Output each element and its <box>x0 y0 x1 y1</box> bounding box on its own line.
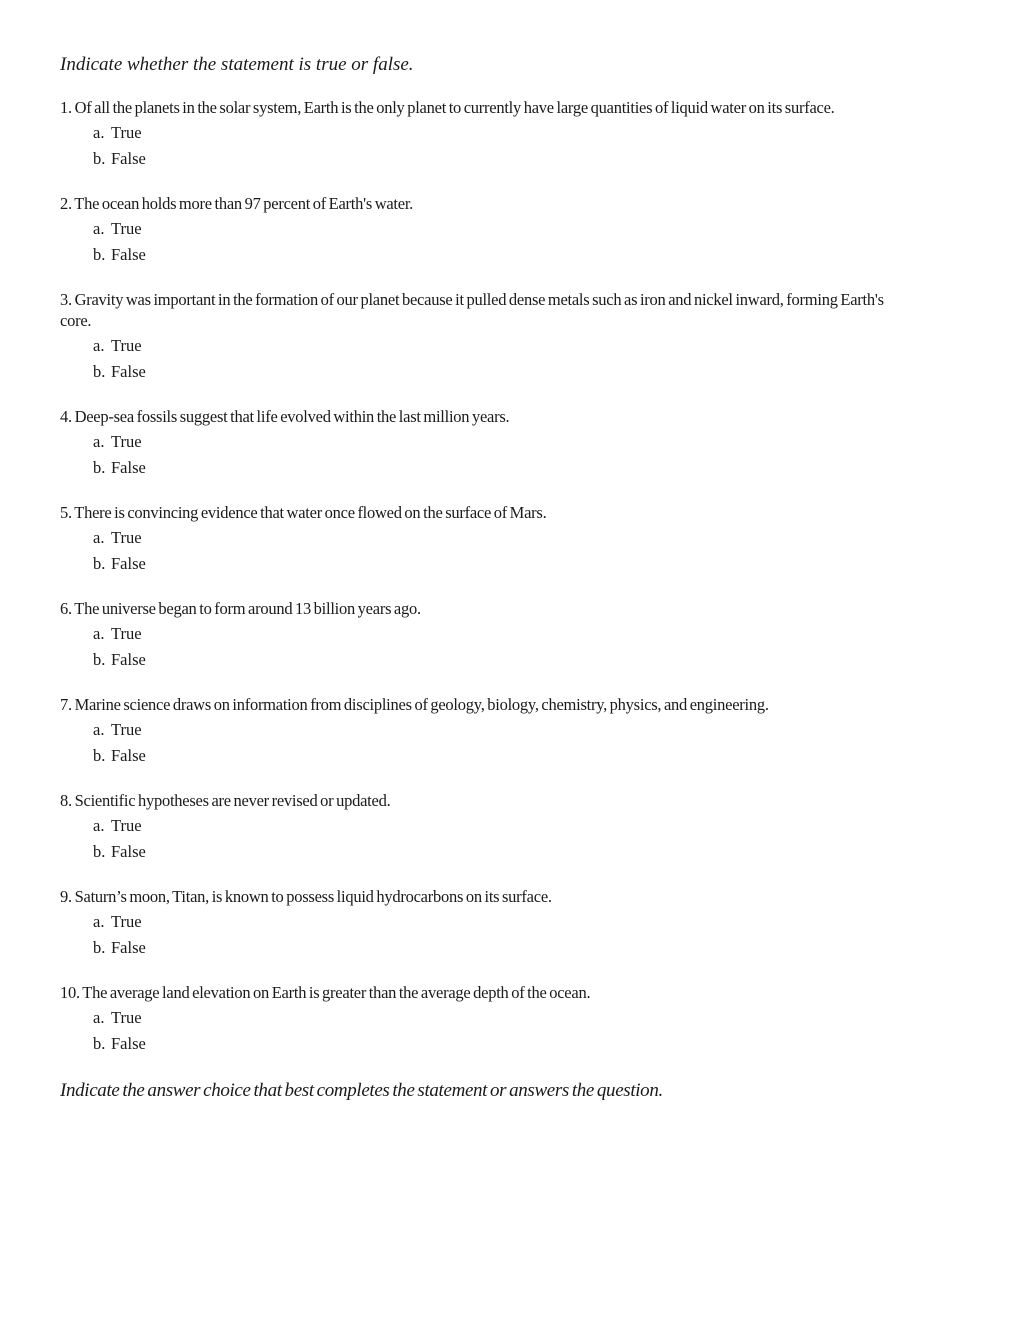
option-letter: b. <box>93 746 106 765</box>
multiple-choice-instruction: Indicate the answer choice that best completes the statement or answers the question. <box>60 1080 663 1101</box>
option-label: False <box>111 650 146 669</box>
answer-option-false[interactable] <box>60 743 900 769</box>
option-label: True <box>111 816 142 835</box>
question-text <box>60 502 900 523</box>
answer-option-false[interactable] <box>60 359 900 385</box>
question-10 <box>60 982 900 1057</box>
answer-option-true[interactable] <box>60 717 900 743</box>
option-label: False <box>111 458 146 477</box>
option-letter: b. <box>93 458 106 477</box>
option-letter: b. <box>93 1034 106 1053</box>
answer-option-true[interactable] <box>60 813 900 839</box>
option-letter: a. <box>93 123 105 142</box>
question-number: 3. <box>60 290 72 309</box>
option-letter: b. <box>93 362 106 381</box>
answer-option-false[interactable] <box>60 242 900 268</box>
option-label: True <box>111 624 142 643</box>
question-number: 7. <box>60 695 72 714</box>
question-1 <box>60 97 900 172</box>
question-list <box>60 97 900 1057</box>
answer-options <box>60 525 900 577</box>
question-4 <box>60 406 900 481</box>
worksheet-page <box>60 52 900 1104</box>
question-statement: Deep-sea fossils suggest that life evolved within the last million years. <box>74 407 510 426</box>
option-letter: a. <box>93 624 105 643</box>
question-text <box>60 982 900 1003</box>
option-letter: b. <box>93 554 106 573</box>
answer-option-true[interactable] <box>60 429 900 455</box>
option-letter: a. <box>93 219 105 238</box>
option-label: False <box>111 842 146 861</box>
question-number: 6. <box>60 599 72 618</box>
option-label: True <box>111 1008 142 1027</box>
answer-option-true[interactable] <box>60 216 900 242</box>
question-text <box>60 694 900 715</box>
answer-options <box>60 1005 900 1057</box>
option-letter: b. <box>93 938 106 957</box>
answer-option-true[interactable] <box>60 909 900 935</box>
option-label: False <box>111 1034 146 1053</box>
option-label: False <box>111 149 146 168</box>
question-number: 9. <box>60 887 72 906</box>
option-label: False <box>111 245 146 264</box>
question-text <box>60 790 900 811</box>
option-label: True <box>111 336 142 355</box>
answer-option-false[interactable] <box>60 839 900 865</box>
question-9 <box>60 886 900 961</box>
answer-options <box>60 429 900 481</box>
option-label: False <box>111 362 146 381</box>
answer-option-true[interactable] <box>60 621 900 647</box>
option-letter: a. <box>93 816 105 835</box>
answer-option-false[interactable] <box>60 1031 900 1057</box>
option-letter: a. <box>93 432 105 451</box>
question-5 <box>60 502 900 577</box>
answer-option-false[interactable] <box>60 935 900 961</box>
answer-option-true[interactable] <box>60 1005 900 1031</box>
question-statement: Of all the planets in the solar system, Earth is the only planet to currently have large quantities of liquid water on its surface. <box>74 98 835 117</box>
option-label: True <box>111 432 142 451</box>
question-number: 10. <box>60 983 80 1002</box>
option-letter: b. <box>93 650 106 669</box>
question-6 <box>60 598 900 673</box>
answer-option-false[interactable] <box>60 455 900 481</box>
answer-options <box>60 909 900 961</box>
question-2 <box>60 193 900 268</box>
answer-options <box>60 120 900 172</box>
question-number: 5. <box>60 503 72 522</box>
question-7 <box>60 694 900 769</box>
question-text <box>60 289 900 331</box>
answer-option-true[interactable] <box>60 120 900 146</box>
answer-options <box>60 813 900 865</box>
question-number: 1. <box>60 98 72 117</box>
answer-option-false[interactable] <box>60 551 900 577</box>
question-statement: Saturn’s moon, Titan, is known to possess liquid hydrocarbons on its surface. <box>74 887 552 906</box>
option-label: False <box>111 554 146 573</box>
answer-option-false[interactable] <box>60 146 900 172</box>
option-letter: a. <box>93 336 105 355</box>
question-number: 2. <box>60 194 72 213</box>
option-letter: a. <box>93 720 105 739</box>
true-false-instruction: Indicate whether the statement is true or false. <box>60 54 414 75</box>
question-number: 8. <box>60 791 72 810</box>
question-text <box>60 97 900 118</box>
option-label: False <box>111 938 146 957</box>
answer-options <box>60 717 900 769</box>
question-8 <box>60 790 900 865</box>
answer-options <box>60 216 900 268</box>
question-3 <box>60 289 900 385</box>
question-statement: Scientific hypotheses are never revised or updated. <box>74 791 391 810</box>
option-label: True <box>111 219 142 238</box>
question-statement: Marine science draws on information from disciplines of geology, biology, chemistry, physics, and engineering. <box>74 695 769 714</box>
question-statement: There is convincing evidence that water once flowed on the surface of Mars. <box>74 503 547 522</box>
answer-option-true[interactable] <box>60 525 900 551</box>
question-text <box>60 598 900 619</box>
option-letter: b. <box>93 245 106 264</box>
option-label: True <box>111 123 142 142</box>
option-letter: b. <box>93 149 106 168</box>
question-text <box>60 886 900 907</box>
option-label: True <box>111 912 142 931</box>
option-letter: a. <box>93 1008 105 1027</box>
question-statement: The average land elevation on Earth is greater than the average depth of the ocean. <box>82 983 591 1002</box>
answer-option-true[interactable] <box>60 333 900 359</box>
option-letter: a. <box>93 528 105 547</box>
option-letter: b. <box>93 842 106 861</box>
answer-options <box>60 333 900 385</box>
question-number: 4. <box>60 407 72 426</box>
option-label: False <box>111 746 146 765</box>
option-label: True <box>111 528 142 547</box>
answer-option-false[interactable] <box>60 647 900 673</box>
question-statement: The universe began to form around 13 billion years ago. <box>74 599 421 618</box>
question-statement: The ocean holds more than 97 percent of Earth's water. <box>74 194 414 213</box>
question-statement: Gravity was important in the formation of our planet because it pulled dense metals such as iron and nickel inward, forming Earth's core. <box>60 290 884 330</box>
question-text <box>60 193 900 214</box>
question-text <box>60 406 900 427</box>
answer-options <box>60 621 900 673</box>
option-letter: a. <box>93 912 105 931</box>
option-label: True <box>111 720 142 739</box>
